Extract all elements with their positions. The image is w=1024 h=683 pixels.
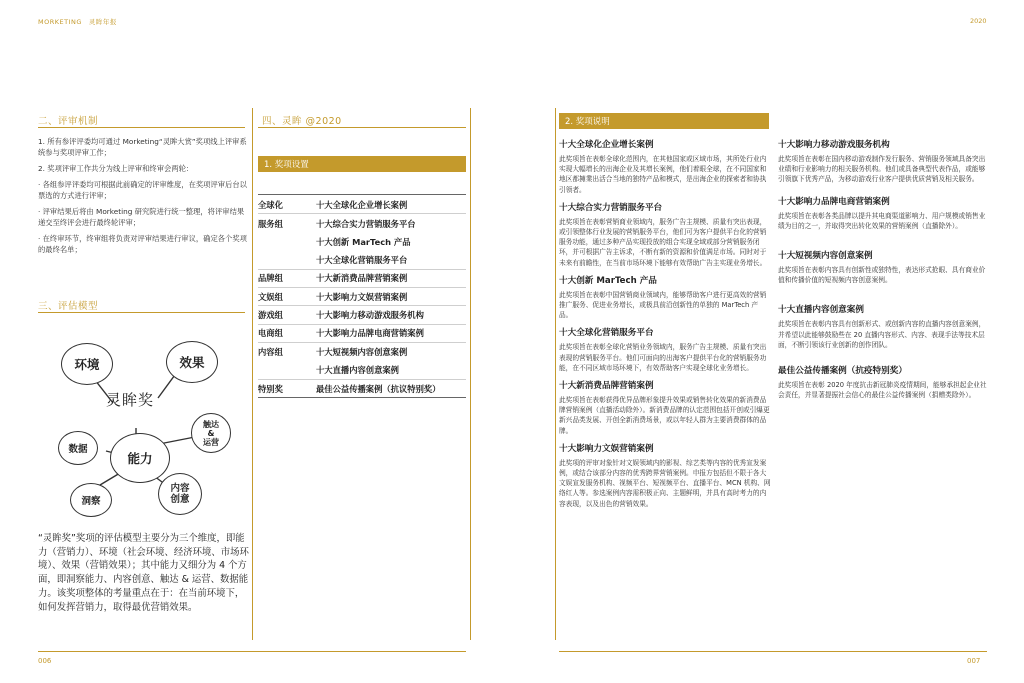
award-label: 十大新消费品牌营销案例 — [316, 273, 408, 284]
category-label: 特别奖 — [258, 383, 283, 394]
column-divider — [470, 108, 471, 640]
table-row — [258, 362, 466, 380]
award-label: 十大直播内容创意案例 — [316, 365, 399, 376]
header-brand: MORKETING 灵眸年报 — [38, 18, 117, 26]
evaluation-model-diagram — [58, 333, 238, 518]
title-underline — [38, 127, 245, 128]
ability-label: 能力 — [127, 451, 153, 466]
award-description: 此奖项旨在表彰全球化营销业务领域内，服务广告主规模、质量有突出表现的营销服务平台。他们可面向的出海客户提供平台化的营销服务功能，在不同区域市场环境下，有效帮助客户实现全球化业务增长。 — [559, 343, 767, 372]
award-heading: 十大全球化营销服务平台 — [559, 328, 654, 339]
table-row — [258, 270, 466, 288]
award-heading: 十大影响力品牌电商营销案例 — [778, 196, 890, 207]
table-row — [258, 288, 466, 306]
environment-label: 环境 — [74, 357, 100, 372]
table-row — [258, 325, 466, 343]
award-description: 此奖项的评审对象针对文娱领域内的影视、综艺类等内容的优秀宣发案例，或结合该部分内容的优秀跨界营销案例。申报方包括但不限于各大文娱宣发服务机构、视频平台、短视频平台、直播平台、MCN 机构、网络红人等。参选案例内容需积极正向、主题鲜明，并具有高时考力的内容表现，以及出色的营销效果。 — [559, 458, 771, 508]
page-number-left: 006 — [38, 657, 52, 665]
paragraph: 1. 所有参评评委均可通过 Morketing“灵眸大赏”奖项线上评审系统参与奖项评审工作； — [38, 137, 247, 157]
award-heading: 十大直播内容创意案例 — [778, 305, 864, 316]
award-descriptions-col2 — [778, 138, 988, 400]
award-heading: 十大影响力文娱营销案例 — [559, 443, 654, 454]
award-heading: 十大短视频内容创意案例 — [778, 251, 873, 262]
review-mechanism-title: 二、评审机制 — [38, 116, 99, 127]
award-heading: 十大创新 MarTech 产品 — [559, 275, 657, 286]
award-heading: 最佳公益传播案例（抗疫特别奖） — [778, 366, 907, 377]
paragraph: · 在终审环节，终审组将负责对评审结果进行审议，确定各个奖项的最终名单； — [38, 234, 247, 254]
award-heading: 十大影响力移动游戏服务机构 — [778, 140, 890, 150]
footer-rule-right — [559, 651, 987, 652]
award-description: 此奖项旨在表彰在国内移动游戏制作发行服务、营销服务领域具备突出业绩和行业影响力的相关服务机构。他们或具备典型代表作品，或能够引领旗下优秀产品，为移动游戏行业客户提供优质营销及相关服务。 — [778, 155, 986, 184]
award-label: 十大影响力品牌电商营销案例 — [316, 328, 424, 339]
table-row — [258, 380, 466, 398]
footer-rule-left — [38, 651, 466, 652]
award-descriptions-col1 — [559, 138, 771, 509]
award-description: 此奖项旨在表彰获得优异品牌形象提升效果或销售转化效果的新消费品牌营销案例（直播活动除外）。新消费品牌的认定范围包括开创或引爆更新兴品类发展、开创全新消费场景，或以年轻人群为主要消费群体的品牌。 — [559, 396, 770, 435]
award-description: 此奖项旨在表彰内容具有创新形式、或创新内容的直播内容创意案例，并希望以此能够鼓励些在 20 直播内容形式、内容、表现手法等技术层面，不断引领该行业创新的创作团队。 — [778, 320, 986, 349]
data-bubble — [58, 431, 98, 465]
category-label: 全球化 — [258, 199, 283, 210]
award-description: 此奖项旨在表彰全球化范围内，在其他国家或区域市场，其所处行业内实现大幅增长的出海企业及其增长案例，他们着眼全球，在不同国家和地区都擁業出活合当地的独特产品和模式，是出海企业的探索者和协执引领者。 — [559, 155, 767, 194]
award-label: 十大全球化营销服务平台 — [316, 254, 408, 265]
column-divider — [555, 108, 556, 640]
award-heading: 十大新消费品牌营销案例 — [559, 381, 654, 392]
reach-label-2: & — [207, 428, 215, 438]
effect-bubble — [166, 341, 218, 383]
award-heading: 十大综合实力营销服务平台 — [559, 202, 663, 213]
table-row — [258, 214, 466, 232]
page-number-right: 007 — [967, 657, 981, 665]
category-label: 文娱组 — [258, 291, 283, 302]
content-label-2: 创意 — [170, 494, 190, 505]
table-row — [258, 306, 466, 324]
data-label: 数据 — [68, 444, 88, 455]
table-row — [258, 251, 466, 269]
title-underline — [258, 127, 466, 128]
award-label: 十大综合实力营销服务平台 — [316, 218, 416, 229]
table-row — [258, 196, 466, 214]
award-description-bar: 2. 奖项说明 — [559, 113, 769, 129]
evaluation-model-title: 三、评估模型 — [38, 301, 99, 312]
insight-bubble — [70, 483, 112, 517]
award-description: 此奖项旨在表彰内容具有创新性或独特性，表达形式抢眼、具有商业价值和传播价值的短视频内容创意案例。 — [778, 266, 986, 285]
content-label-1: 内容 — [170, 483, 190, 494]
awards-2020-title: 四、灵眸 @2020 — [262, 116, 342, 127]
award-label: 十大创新 MarTech 产品 — [316, 236, 411, 247]
category-label: 服务组 — [258, 218, 283, 229]
category-label: 内容组 — [258, 347, 283, 358]
award-label: 十大短视频内容创意案例 — [316, 347, 408, 358]
award-table — [258, 196, 466, 398]
table-top-rule — [258, 194, 466, 195]
award-description: 此奖项旨在表彰中国营销商业领域内，能够帮助客户进行更高效的营销推广服务、促进业务增长，或极具前沿创新性的单独的 MarTech 产品。 — [559, 290, 767, 320]
content-creative-bubble — [158, 473, 202, 515]
ability-bubble — [110, 433, 170, 483]
award-label: 十大全球化企业增长案例 — [316, 199, 408, 210]
category-label: 品牌组 — [258, 273, 283, 284]
table-row — [258, 343, 466, 361]
award-label: 十大影响力文娱营销案例 — [316, 291, 408, 302]
header-year: 2020 — [970, 17, 987, 25]
reach-operation-bubble — [191, 413, 231, 453]
reach-label-3: 运营 — [203, 437, 219, 447]
reach-label-1: 触达 — [203, 419, 219, 429]
award-description: 此奖项旨在表彰各类品牌以提升其电商渠道影响力、用户规模或销售业绩为目的之一，并取得突出转化效果的营销案例（直播除外）。 — [778, 211, 986, 230]
category-label: 游戏组 — [258, 310, 283, 321]
table-row — [258, 233, 466, 251]
environment-bubble — [61, 343, 113, 385]
award-heading: 十大全球化企业增长案例 — [559, 140, 654, 150]
category-label: 电商组 — [258, 328, 283, 339]
review-mechanism-body — [38, 136, 248, 255]
paragraph: 2. 奖项评审工作共分为线上评审和终审会两轮： — [38, 164, 194, 173]
award-label: 最佳公益传播案例（抗议特别奖） — [316, 383, 441, 394]
award-description: 此奖项旨在表彰营销商业领域内，服务广告主规模、质量有突出表现，或引领整体行业发展的营销服务平台，他们可为客户提供平台化的营销服务功能，通过多种产品实现投放的组合实现全域或部分营销服务闭环，并可根据广告主诉求，不断有新的资源和价值满足市场。同时对于未来有前瞻性，在当前市场环境下能够有效帮助广告主实现业务增长。 — [559, 217, 767, 267]
insight-label: 洞察 — [81, 496, 101, 507]
award-setting-bar: 1. 奖项设置 — [258, 156, 466, 172]
title-underline — [38, 312, 245, 313]
paragraph: · 评审结果后将由 Morketing 研究院进行统一整理，将评审结果递交至终评会进行最终轮评审； — [38, 207, 245, 227]
paragraph: · 各组参评评委均可根据此前确定的评审维度，在奖项评审后台以票选的方式进行评审； — [38, 180, 247, 200]
award-label: 十大影响力移动游戏服务机构 — [316, 310, 424, 321]
effect-label: 效果 — [179, 355, 205, 370]
award-description: 此奖项旨在表彰 2020 年度抗击新冠肺炎疫情期间，能够承担起企业社会责任，并显著提振社会信心的最佳公益传播案例（捐赠类除外）。 — [778, 381, 987, 400]
diagram-center-label: 灵眸奖 — [106, 391, 155, 409]
evaluation-model-summary: “灵眸奖”奖项的评估模型主要分为三个维度，即能力（营销力）、环境（社会环境、经济环境、市场环境）、效果（营销效果）；其中能力又细分为 4 个方面，即洞察能力、内容创意、触达 & 运营、数据能力。该奖项整体的考量重点在于：在当前环境下，如何发挥营销力，取得最优营销效果。 — [38, 533, 249, 613]
column-divider — [252, 108, 253, 640]
